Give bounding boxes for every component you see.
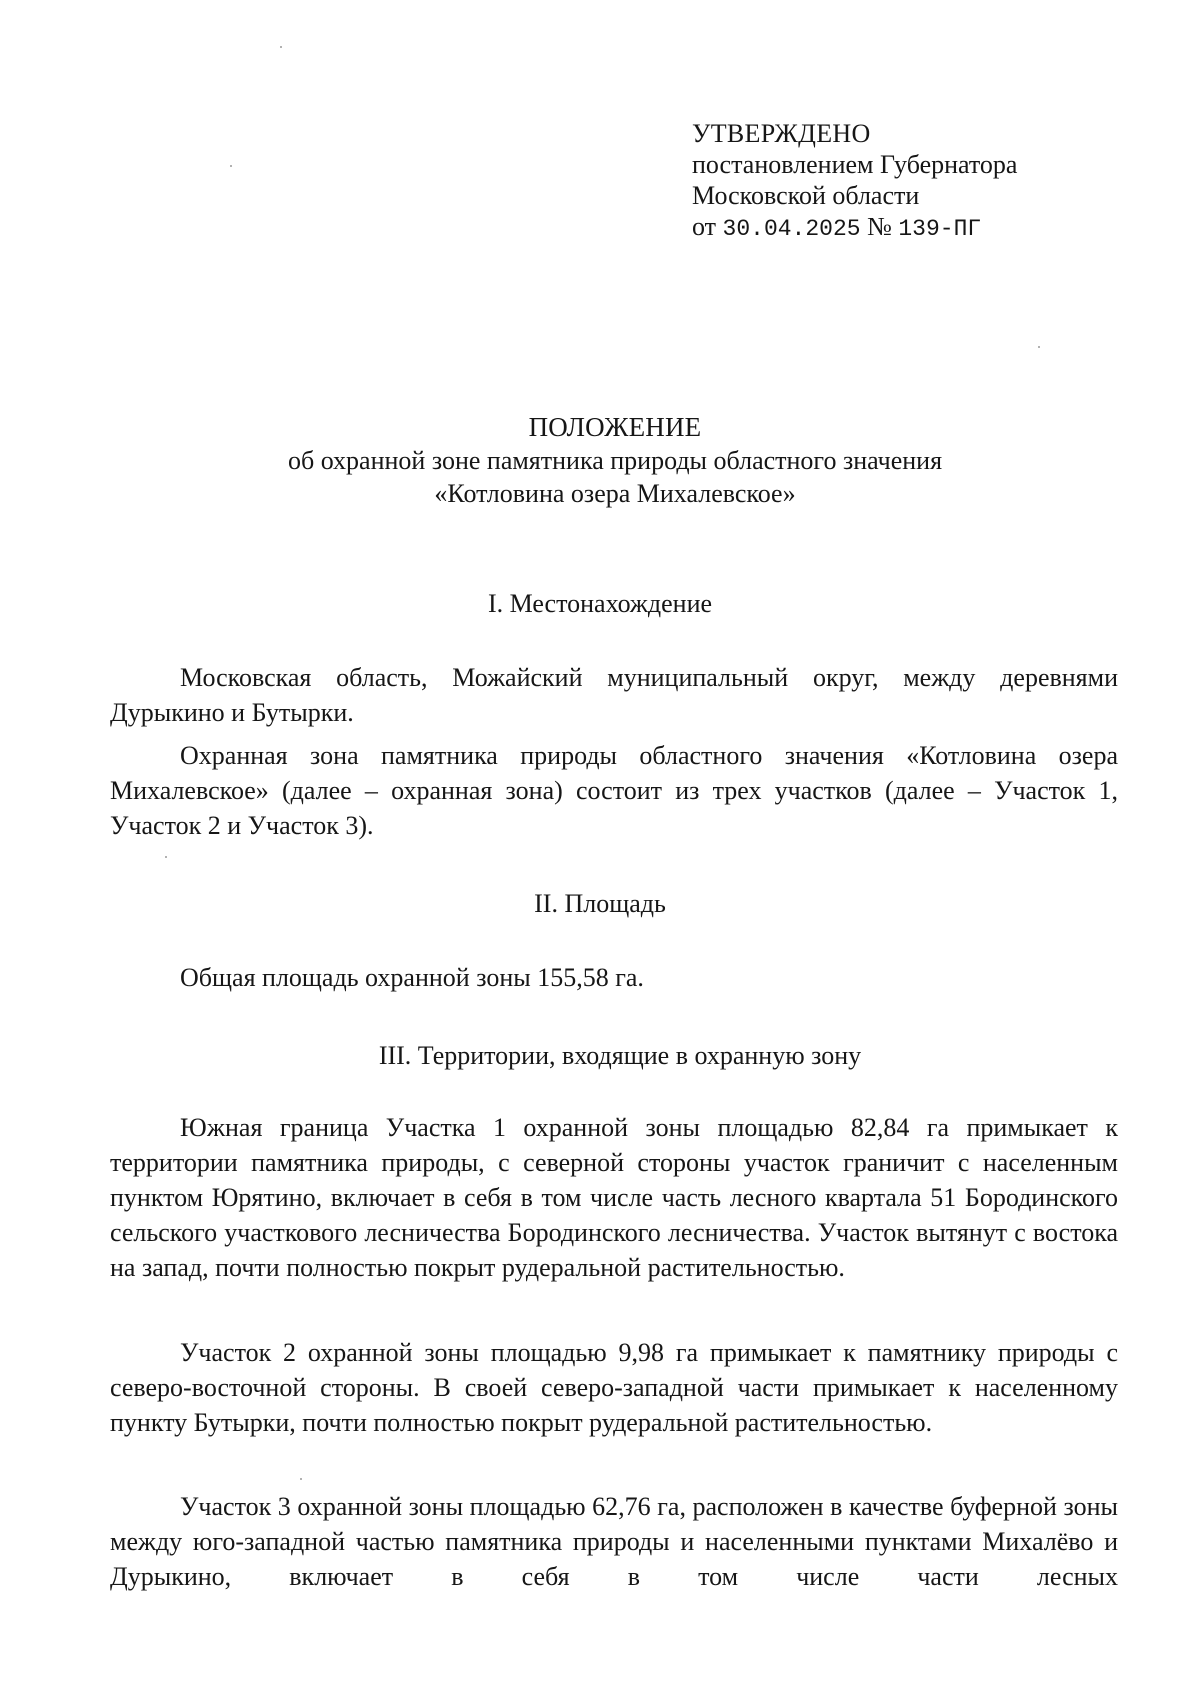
scan-speck — [165, 856, 167, 858]
section-heading-territories: III. Территории, входящие в охранную зону — [378, 1041, 862, 1070]
scan-speck — [300, 1478, 302, 1480]
section-heading-location: I. Местонахождение — [487, 589, 713, 618]
location-paragraph-1 — [110, 660, 1118, 730]
scan-speck — [1038, 346, 1040, 348]
territories-paragraph-2-text: Участок 2 охранной зоны площадью 9,98 га примыкает к памятнику природы с северо-восточной стороны. В своей северо-западной части примыкает к населенному пункту Бутырки, почти полностью покрыт рудеральной растительностью. — [110, 1338, 1118, 1437]
territories-paragraph-1-text: Южная граница Участка 1 охранной зоны площадью 82,84 га примыкает к территории памятника природы, с северной стороны участок граничит с населенным пунктом Юрятино, включает в себя в том числе часть лесного квартала 51 Бородинского сельского участкового лесничества Бородинского лесничества. Участок вытянут с востока на запад, почти полностью покрыт рудеральной растительностью. — [110, 1113, 1118, 1282]
territories-paragraph-1 — [110, 1110, 1118, 1285]
approval-stamp — [692, 118, 1017, 245]
approval-number: 139-ПГ — [898, 216, 982, 242]
location-paragraph-2 — [110, 738, 1118, 843]
section-heading-area: II. Площадь — [534, 889, 666, 918]
territories-paragraph-3 — [110, 1489, 1118, 1594]
territories-paragraph-2 — [110, 1335, 1118, 1440]
document-subtitle-line-1: об охранной зоне памятника природы областного значения — [287, 446, 943, 475]
approval-number-sign: № — [867, 212, 892, 241]
approval-date-line — [692, 211, 1017, 245]
approval-date-prefix: от — [692, 212, 717, 241]
approval-date: 30.04.2025 — [722, 216, 861, 242]
area-paragraph-1-text: Общая площадь охранной зоны 155,58 га. — [180, 963, 644, 992]
area-paragraph-1 — [110, 960, 1118, 995]
location-paragraph-1-text: Московская область, Можайский муниципальный округ, между деревнями Дурыкино и Бутырки. — [110, 663, 1118, 727]
approval-title: УТВЕРЖДЕНО — [692, 119, 871, 148]
document-title-block — [0, 411, 1200, 510]
approval-line-2: Московской области — [692, 181, 920, 210]
location-paragraph-2-text: Охранная зона памятника природы областного значения «Котловина озера Михалевское» (далее – охранная зона) состоит из трех участков (далее – Участок 1, Участок 2 и Участок 3). — [110, 741, 1118, 840]
territories-paragraph-3-text: Участок 3 охранной зоны площадью 62,76 га, расположен в качестве буферной зоны между юго-западной частью памятника природы и населенными пунктами Михалёво и Дурыкино, включает в себя в том числе части лесных — [110, 1492, 1118, 1591]
scan-speck — [230, 165, 232, 167]
document-subtitle-line-2: «Котловина озера Михалевское» — [434, 479, 796, 508]
document-title: ПОЛОЖЕНИЕ — [528, 412, 702, 442]
approval-line-1: постановлением Губернатора — [692, 150, 1018, 179]
scan-speck — [280, 46, 282, 48]
